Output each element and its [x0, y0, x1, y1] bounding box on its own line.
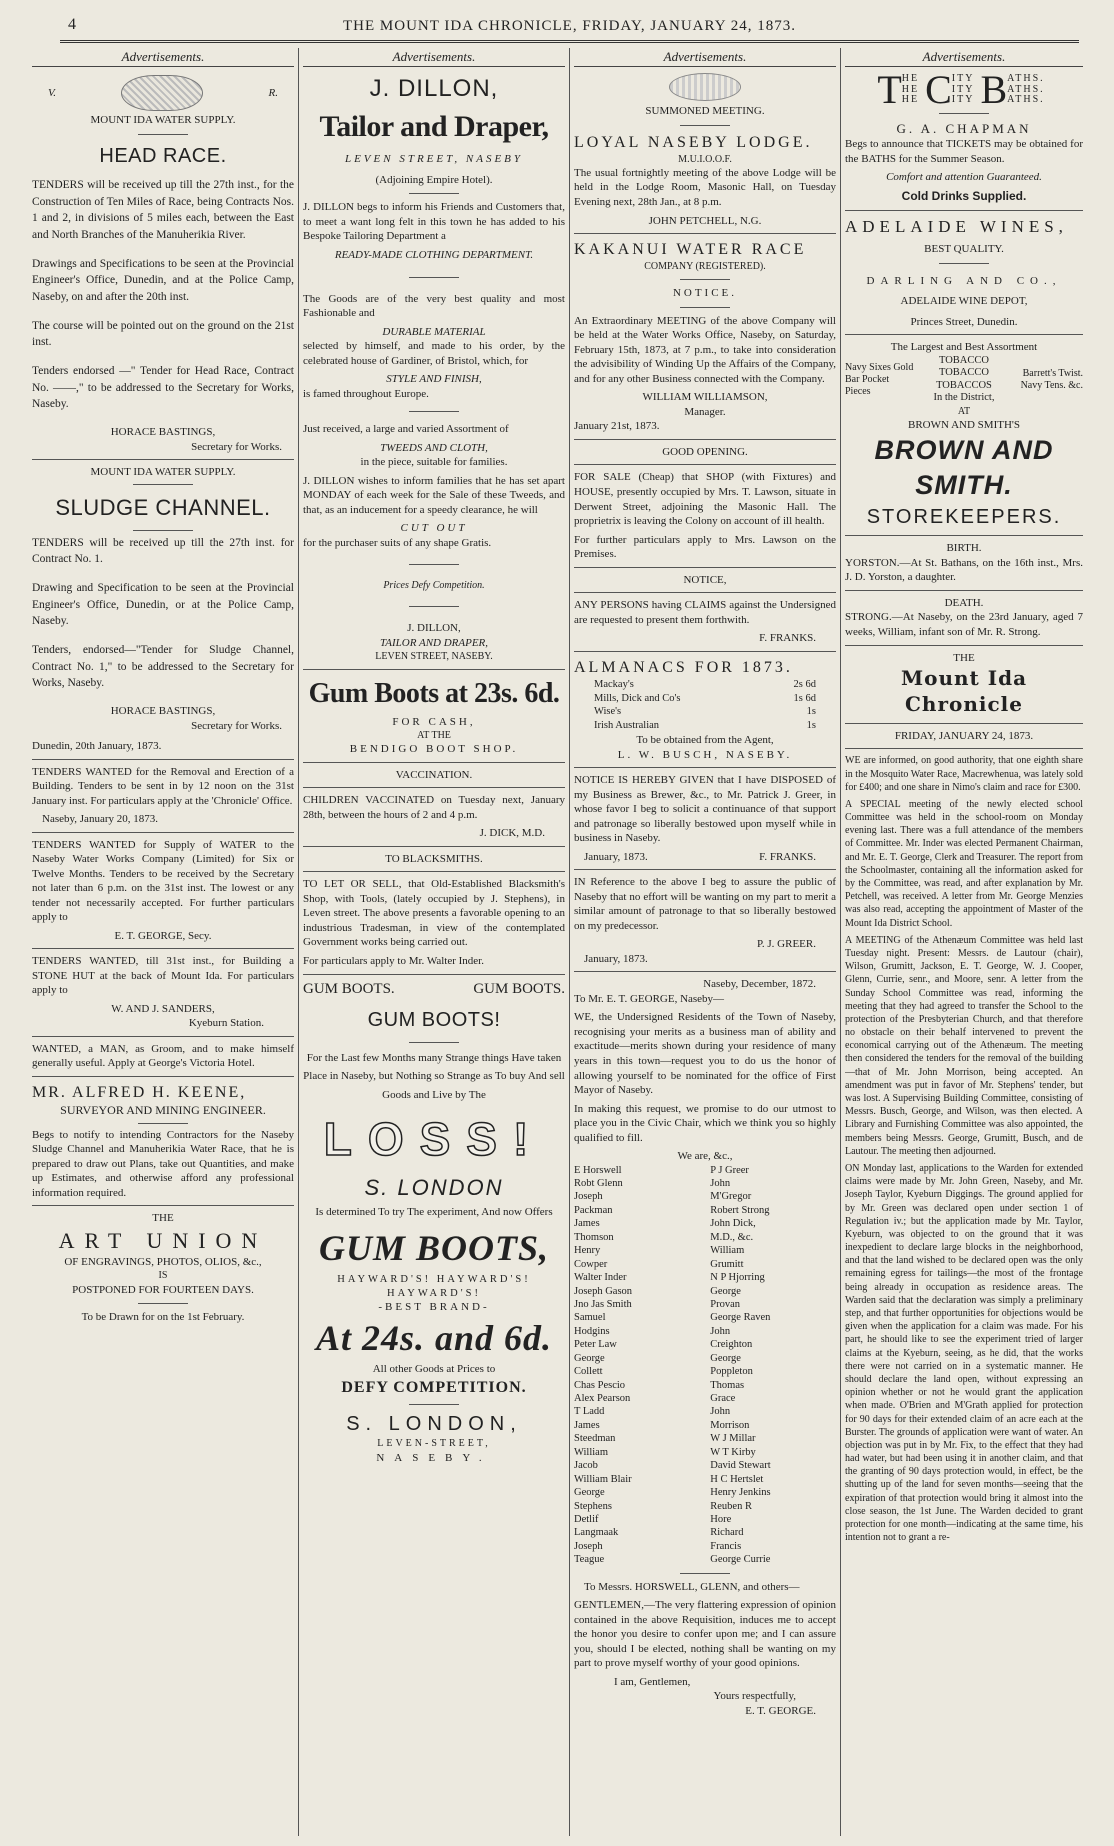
ad-body: FOR SALE (Cheap) that SHOP (with Fixtures) and HOUSE, presently occupied by Mrs. T. Lawson, situate in Derwent Street, adjoining the Masonic Hall. The proprietrix is leaving the Colony on account of ill health. [574, 471, 836, 528]
masthead-the: THE [953, 651, 975, 664]
ad-heading: MOUNT IDA WATER SUPPLY. [90, 114, 236, 127]
signature-title: Manager. [684, 405, 726, 418]
signature: J. DICK, M.D. [479, 827, 545, 840]
divider [133, 530, 193, 531]
signatory-name: George Poppleton [710, 1352, 753, 1378]
almanac-price: 2s 6d [793, 678, 816, 690]
ad-body: TO LET OR SELL, that Old-Established Blacksmith's Shop, with Tools, (lately occupied by J. Stephens), in Leven street. The above presents a favorable opening to an industrious Tradesman, in view of the contemplated Government works being carried out. [303, 878, 565, 949]
ad-text: POSTPONED FOR FOURTEEN DAYS. [72, 1283, 254, 1296]
ad-heading: MOUNT IDA WATER SUPPLY. [90, 466, 236, 479]
handshake-icon [669, 73, 741, 101]
signatory-name: Joseph Packman [574, 1191, 613, 1216]
ad-title: STOREKEEPERS. [866, 506, 1062, 529]
signatory-name: William Jacob [574, 1446, 608, 1472]
ad-title: DEFY COMPETITION. [341, 1378, 527, 1396]
ad-subtitle: M.U.I.O.O.F. [678, 153, 732, 165]
ad-text: To Mr. E. T. GEORGE, Naseby— [574, 992, 725, 1005]
editorial-paragraph: ON Monday last, applications to the Warden for extended claims were made by Mr. John Green, Naseby, and Mr. Joseph Taylor, Kyeburn Diggings. The ground applied for by Mr. Green was declared open under section 1 of Regulation iv.; but the application made by Mr. Taylor, Kyeburn, was objected to on the ground that it was inexpedient to declare large blocks in the neighborhood, and that the land wished to be declared open was the only remaining egress for tailings—the most of the frontage being already in occupation as residence areas. The Warden said that the declaration was simply a preliminary step, and that further opportunities for objections would be given when the application for a claim was made. For his part, he should like to see the experiment tried of larger claims at the Kyeburn, seeing, as he did, that the works there were not carried on in a systematic manner. He should declare the land open, without expressing an opinion whether or not he would grant the application when made. O'Brien and M'Grath applied for protection for 90 days for their extended claim of an acre each at the Burster. The grounds of application were want of water. An objection was put in by Mr. Fix, to the effect that they had had water, but had been using it in another claim, and that the granting of 90 days protection would, in effect, be the shutting up of the land for seven months—seeing that the expiration of that protection would bring it almost into the close season, the 1st June. The Warden decided to grant protection for one month—indicating at the same time, his intention not to grant a re- [845, 1162, 1083, 1544]
almanac-price: 1s [806, 720, 816, 732]
signatory-name: George Stephens [574, 1487, 612, 1512]
almanac-name: Mackay's [594, 678, 634, 690]
column-4 [845, 48, 1083, 1836]
ad-emphasis: DURABLE MATERIAL [382, 325, 486, 338]
divider [845, 210, 1083, 211]
ad-date: Naseby, January 20, 1873. [42, 813, 158, 826]
page-number: 4 [68, 16, 77, 33]
issue-date: FRIDAY, JANUARY 24, 1873. [894, 729, 1034, 742]
tender-sludge-channel [32, 535, 294, 692]
ad-title: S. LONDON, [346, 1413, 522, 1436]
ad-body: Is determined To try The experiment, And now Offers [315, 1205, 553, 1218]
divider [409, 606, 459, 607]
ad-text: HAYWARD'S! HAYWARD'S! HAYWARD'S! [337, 1273, 531, 1299]
divider [574, 439, 836, 440]
ad-body: An Extraordinary MEETING of the above Company will be held at the Water Works Office, Naseby, on Saturday, February 15th, 1873, at 7 p.m., to take into consideration the advisibility of Winding Up the Affairs of the Company, and for any other Business connected with the Company. [574, 314, 836, 385]
column-3 [574, 48, 836, 1836]
signature: W. AND J. SANDERS, [111, 1002, 215, 1015]
ad-body: J. DILLON wishes to inform families that he has set apart MONDAY of each week for the Sale of these Tweeds, and that, as an inducement for a speedy clearance, he will [303, 474, 565, 516]
ad-date: Naseby, December, 1872. [703, 978, 816, 991]
ad-title: Tailor and Draper, [319, 109, 549, 143]
baths-suffix-line: ATHS. [1007, 83, 1045, 95]
signatory-name: John Morrison [710, 1406, 750, 1431]
page-header [60, 14, 1079, 43]
signatory-name: Detlif Langmaak [574, 1513, 619, 1539]
masthead: Mount Ida Chronicle [900, 666, 1028, 717]
ad-body: CHILDREN VACCINATED on Tuesday next, January 28th, between the hours of 2 and 4 p.m. [303, 794, 565, 821]
ad-body: J. DILLON begs to inform his Friends and Customers that, to meet a want long felt in this town he has added to his Bespoke Tailoring Department a [303, 201, 565, 243]
divider [680, 307, 730, 308]
ad-body: IN Reference to the above I beg to assure the public of Naseby that no effort will be wanting on my part to merit a similar amount of patronage to that so liberally bestowed on my predecessor. [574, 876, 836, 932]
divider [845, 645, 1083, 646]
ad-body: WE, the Undersigned Residents of the Town of Naseby, recognising your merits as a business man of ability and exactitude—merits shown during your residence of many years in this town—request you to do us the honor of allowing yourself to be nominated for the office of First Mayor of Naseby. [574, 1011, 836, 1097]
divider [409, 411, 459, 412]
column-rule [298, 48, 299, 1836]
ad-heading: TO BLACKSMITHS. [385, 852, 483, 865]
section-label: Advertisements. [303, 48, 565, 67]
ad-subtitle: BEST QUALITY. [924, 243, 1004, 256]
divider [574, 767, 836, 768]
ad-text: BENDIGO BOOT SHOP. [349, 743, 519, 756]
editorial-paragraph: A SPECIAL meeting of the newly elected school Committee was held in the school-room on Monday evening last. There was a full attendance of the members of Committee. Mr. Inder was elected Permanent Chairman, and Mr. E. T. George, Clerk and Treasurer. The report from the Schoolmaster, containing all the information asked for by the Committee, was read, and after explanation by Mr. Petchell, was received. A letter from Mr. George Menzies was also read, accepting the appointment of Master of the Mount Ida District School. [845, 798, 1083, 929]
column-1 [32, 48, 294, 1836]
signatory-name: P J Greer [710, 1164, 749, 1176]
ad-text: AT [957, 406, 971, 418]
ad-emphasis: READY-MADE CLOTHING DEPARTMENT. [334, 249, 534, 261]
ad-body: For particulars apply to Mr. Walter Inder. [303, 954, 484, 967]
editorial-paragraph: A MEETING of the Athenæum Committee was held last Tuesday night. Present: Messrs. de Lautour (chair), Wilson, Grumitt, Jackson, E. T. George, W. J. Cooper, Glenn, Currie, senr., and Moore, senr. A letter from the Sunday School Committee was read, informing the meeting that they had agreed to transfer the School to the protection of the Presbyterian Church, and that therefore no obstacle on their behalf intervened to prevent the economical carrying out of the Athenæum. The meeting then considered the tenders for the removal of the building—that of Mr. John Morrison, being accepted. An amendment was put in favor of Mr. Stephens' tender, but was lost. A Supervising Building Committee, consisting of Messrs. Busch, George, and Wilson, was then elected. A Library and Furnishing Committee was also appointed, the members being Messrs. George, Grumitt, Busch, and de Lautour. The meeting then adjourned. [845, 934, 1083, 1157]
signatories-right [710, 1164, 836, 1567]
signatory-name: Samuel Hodgins [574, 1312, 610, 1337]
section-label: Advertisements. [845, 48, 1083, 67]
ad-title: SLUDGE CHANNEL. [55, 494, 271, 520]
divider [138, 1303, 188, 1304]
section-heading: DEATH. [944, 596, 984, 609]
ad-date: January, 1873. [584, 850, 648, 863]
column-2 [303, 48, 565, 1836]
divider [574, 592, 836, 593]
crest-left: V. [48, 86, 57, 99]
signature-title: TAILOR AND DRAPER, [379, 636, 489, 649]
baths-suffix-line: ATHS. [1007, 73, 1045, 85]
signature-title: LEVEN STREET, NASEBY. [375, 651, 493, 663]
signatory-name: George Currie [710, 1554, 771, 1566]
ad-heading: NOTICE, [683, 573, 727, 586]
divider [574, 971, 836, 972]
ad-subtitle: SURVEYOR AND MINING ENGINEER. [60, 1103, 266, 1118]
signature: HORACE BASTINGS, [110, 426, 216, 439]
divider [303, 669, 565, 670]
divider [409, 277, 459, 278]
signatory-name: William Blair [574, 1473, 632, 1485]
ad-emphasis: STYLE AND FINISH, [386, 373, 482, 386]
ad-title: HEAD RACE. [99, 144, 227, 167]
divider [32, 459, 294, 460]
ad-body: For further particulars apply to Mrs. Lawson on the Premises. [574, 533, 836, 561]
ad-text: IS [158, 1270, 168, 1282]
signatory-name: Richard Francis [710, 1527, 744, 1552]
ad-title: S. LONDON [364, 1175, 504, 1201]
ad-text: NASEBY. [376, 1451, 492, 1464]
signature: F. FRANKS. [759, 632, 816, 645]
ad-title: GUM BOOTS! [367, 1009, 501, 1032]
ad-text: (Adjoining Empire Hotel). [375, 173, 493, 186]
column-rule [840, 48, 841, 1836]
divider [32, 832, 294, 833]
ad-date: Dunedin, 20th January, 1873. [32, 740, 162, 753]
signature: J. DILLON, [407, 622, 461, 635]
almanac-name: Wise's [594, 706, 622, 718]
ad-body: Drawings and Specifications to be seen at the Provincial Engineer's Office, Dunedin, and at the Police Camp, Naseby, on and after the 20th inst. [32, 257, 294, 304]
divider [574, 233, 836, 234]
baths-suffix-line: ITY [951, 94, 975, 106]
signatory-name: William Grumitt [710, 1245, 745, 1270]
divider [303, 762, 565, 763]
almanac-row [574, 705, 836, 719]
ad-text: AT THE [417, 730, 451, 742]
signatory-name: Robt Glenn [574, 1178, 623, 1190]
almanac-row [574, 692, 836, 706]
divider [680, 279, 730, 280]
ad-title: LOYAL NASEBY LODGE. [574, 133, 813, 151]
baths-suffix-line: HE [901, 94, 920, 106]
ad-body: GENTLEMEN,—The very flattering expression of opinion contained in the above Requisition, induces me to accept the honor you desire to confer upon me; and I can assure you, should I be elected, nothing shall be wanting on my part to prove myself worthy of your good opinions. [574, 1599, 836, 1670]
ad-body: TENDERS will be received up till the 27th inst., for the Construction of Ten Miles of Race, being Contracts Nos. 1 and 2, in divisions of 5 miles each, between the East and North Branches of the Manuherikia River. [32, 179, 294, 242]
ad-body: In making this request, we promise to do our utmost to place you in the Civic Chair, which we think you so highly qualified to fill. [574, 1102, 836, 1144]
editorial-paragraph: WE are informed, on good authority, that one eighth share in the Mosquito Water Race, Macrewhenua, was lately sold for £400; and one share in Nimo's claim and race for £300. [845, 755, 1083, 793]
signatory-name: W J Millar [710, 1433, 756, 1445]
signatory-name: John M'Gregor [710, 1178, 752, 1203]
requisition-signatories [574, 1164, 836, 1567]
sig-row [574, 850, 836, 865]
almanac-row [574, 719, 836, 733]
ad-title: GUM BOOTS. [473, 980, 565, 997]
signature-title: Secretary for Works. [191, 440, 282, 453]
ad-body: The course will be pointed out on the ground on the 21st inst. [32, 319, 294, 349]
ad-heading: SUMMONED MEETING. [645, 105, 765, 118]
signatory-name: Reuben R Hore [710, 1500, 752, 1525]
ad-heading: VACCINATION. [395, 768, 473, 781]
signatory-name: Robert Strong [710, 1204, 770, 1216]
ad-body: NOTICE IS HEREBY GIVEN that I have DISPOSED of my Business as Brewer, &c., to Mr. Patrick J. Greer, in whose favor I beg to solicit a continuance of that support and patronage so liberally bestowed upon myself while in business in Naseby. [574, 774, 836, 845]
ad-body: TENDERS WANTED, till 31st inst., for Building a STONE HUT at the back of Mount Ida. For particulars apply to [32, 955, 294, 997]
ad-body: for the purchaser suits of any shape Gratis. [303, 536, 492, 549]
almanac-name: Mills, Dick and Co's [594, 692, 681, 704]
signatory-name: Alex Pearson [574, 1393, 631, 1405]
baths-suffix-line: HE [901, 73, 920, 85]
divider [303, 974, 565, 975]
ad-text: The Largest and Best Assortment [890, 341, 1038, 354]
signatory-name: T Ladd [574, 1406, 605, 1418]
ad-subtitle: ADELAIDE WINE DEPOT, [900, 295, 1028, 308]
signature-title: Kyeburn Station. [188, 1017, 264, 1030]
ad-body: in the piece, suitable for families. [360, 456, 508, 469]
divider [680, 125, 730, 126]
divider [303, 846, 565, 847]
ad-text: Comfort and attention Guaranteed. [886, 171, 1042, 184]
ad-body: selected by himself, and made to his order, by the celebrated house of Gardiner, of Bristol, which, for [303, 340, 565, 367]
ad-text: Prices Defy Competition. [383, 580, 485, 592]
ad-title: At 24s. and 6d. [315, 1317, 553, 1358]
divider [138, 134, 188, 135]
signatory-name: W T Kirby [710, 1446, 756, 1458]
signature: E. T. GEORGE, Secy. [114, 929, 212, 942]
ad-title: KAKANUI WATER RACE [574, 241, 807, 259]
signatory-name: Joseph Gason [574, 1285, 633, 1297]
ad-heading: THE [152, 1212, 174, 1225]
ad-body: TENDERS will be received up till the 27th inst. for Contract No. 1. [32, 536, 294, 566]
divider [680, 1573, 730, 1574]
signature: F. FRANKS. [759, 850, 816, 863]
divider [303, 871, 565, 872]
almanac-price: 1s 6d [793, 692, 816, 704]
ad-text: We are, &c., [677, 1150, 733, 1163]
ad-text: BROWN AND SMITH'S [908, 419, 1020, 432]
column-rule [569, 48, 570, 1836]
ad-text: To be obtained from the Agent, [636, 734, 774, 747]
ad-title: G. A. CHAPMAN [896, 121, 1032, 137]
baths-initial: C [925, 67, 952, 113]
section-label: Advertisements. [574, 48, 836, 67]
ad-text: All other Goods at Prices to [372, 1363, 496, 1376]
ad-title: Gum Boots at 23s. 6d. [308, 677, 560, 709]
signatory-name: Thomas Grace [710, 1379, 745, 1405]
tender-head-race [32, 177, 294, 413]
signatory-name: N P Hjorring [710, 1272, 765, 1284]
divider [32, 1076, 294, 1077]
signature: JOHN PETCHELL, N.G. [648, 214, 762, 227]
signature: P. J. GREER. [757, 938, 816, 951]
divider [845, 590, 1083, 591]
ad-body: The Goods are of the very best quality and most Fashionable and [303, 292, 565, 320]
divider [845, 748, 1083, 749]
ad-text: FOR CASH, [392, 715, 476, 728]
ad-body: TENDERS WANTED for the Removal and Erection of a Building. Tenders to be sent in by 12 noon on the 31st January inst. For particulars apply at the 'Chronicle' Office. [32, 765, 294, 807]
ad-text: In the District, [933, 392, 995, 404]
gum-boots-row [303, 980, 565, 1000]
ad-title: DARLING AND CO., [866, 274, 1062, 287]
baths-suffix [952, 74, 975, 106]
ad-subtitle: LEVEN STREET, NASEBY [344, 153, 524, 166]
ad-title: MR. ALFRED H. KEENE, [32, 1083, 247, 1101]
ad-title: ADELAIDE WINES, [845, 216, 1068, 236]
section-heading: BIRTH. [946, 542, 982, 555]
ad-title: Cold Drinks Supplied. [901, 188, 1027, 203]
baths-suffix [1007, 74, 1045, 106]
signatory-name: Chas Pescio [574, 1379, 626, 1391]
ad-subtitle: OF ENGRAVINGS, PHOTOS, OLIOS, &c., [64, 1255, 262, 1268]
signature: E. T. GEORGE. [745, 1704, 816, 1717]
ad-date: January 21st, 1873. [574, 420, 660, 433]
ad-text: I am, Gentlemen, [614, 1675, 691, 1688]
divider [409, 564, 459, 565]
ad-title: GUM BOOTS. [303, 980, 395, 997]
divider [939, 113, 989, 114]
ad-body: WANTED, a MAN, as Groom, and to make himself generally useful. Apply at George's Victoria Hotel. [32, 1042, 294, 1070]
ad-text: Princes Street, Dunedin. [910, 315, 1018, 328]
almanac-row [574, 678, 836, 692]
signatory-name: George Provan [710, 1285, 741, 1310]
divider [574, 567, 836, 568]
signature-title: Secretary for Works. [191, 719, 282, 732]
notice-body: STRONG.—At Naseby, on the 23rd January, aged 7 weeks, William, infant son of Mr. R. Strong. [845, 611, 1083, 638]
signatory-name: James Steedman [574, 1419, 616, 1445]
signatory-name: Joseph Teague [574, 1540, 605, 1566]
ad-subtitle: COMPANY (REGISTERED). [644, 261, 766, 273]
coat-of-arms-icon [121, 75, 203, 111]
baths-suffix-line: ITY [951, 73, 975, 85]
ad-text: LEVEN-STREET, [377, 1438, 491, 1450]
divider [845, 334, 1083, 335]
ad-body: is famed throughout Europe. [303, 387, 429, 400]
signatories-left [574, 1164, 700, 1567]
city-baths-title [845, 67, 1083, 113]
ad-text: Navy Sixes Gold Bar Pocket Pieces [845, 361, 914, 397]
ad-body: Begs to announce that TICKETS may be obtained for the BATHS for the Summer Season. [845, 138, 1083, 165]
signature: WILLIAM WILLIAMSON, [642, 391, 768, 404]
divider [32, 759, 294, 760]
divider [32, 948, 294, 949]
almanac-price: 1s [806, 706, 816, 718]
ad-body: Drawing and Specification to be seen at the Provincial Engineer's Office, Dunedin, or at the Police Camp, Naseby. [32, 582, 294, 628]
ad-text: L. W. BUSCH, NASEBY. [617, 748, 793, 761]
ad-heading: GOOD OPENING. [662, 445, 748, 458]
signatory-name: Henry Jenkins [710, 1487, 771, 1499]
ad-text: Barrett's Twist. Navy Tens. &c. [1020, 367, 1083, 391]
divider [303, 787, 565, 788]
ad-heading: NOTICE. [672, 287, 738, 300]
section-label: Advertisements. [32, 48, 294, 67]
ad-emphasis: TWEEDS AND CLOTH, [380, 441, 488, 454]
signatory-name: Henry Cowper [574, 1245, 608, 1270]
divider [409, 1404, 459, 1405]
ad-title: BROWN AND SMITH. [874, 434, 1054, 501]
signatory-name: Peter Law [574, 1339, 617, 1351]
ad-body: ANY PERSONS having CLAIMS against the Undersigned are requested to present them forthwith. [574, 599, 836, 626]
divider [939, 263, 989, 264]
divider [138, 1123, 188, 1124]
almanac-name: Irish Australian [594, 720, 660, 732]
ad-emphasis: CUT OUT [400, 522, 468, 535]
baths-suffix-line: ATHS. [1007, 94, 1045, 106]
royal-crest [32, 73, 294, 113]
ad-title: ART UNION [58, 1227, 268, 1253]
divider [32, 1036, 294, 1037]
tobacco-center [919, 355, 1009, 405]
ad-body: TENDERS WANTED for Supply of WATER to the Naseby Water Works Company (Limited) for Six or Twelve Months. Tenders to be received by the Secretary not later than 6 p.m. on the 31st inst. The lowest or any tender not necessarily accepted. For further particulars apply to [32, 838, 294, 924]
newspaper-title: THE MOUNT IDA CHRONICLE, FRIDAY, JANUARY 24, 1873. [343, 18, 796, 34]
ad-date: January, 1873. [584, 952, 648, 965]
signatory-name: Walter Inder [574, 1272, 627, 1284]
baths-suffix-line: ITY [951, 83, 975, 95]
ad-body: For the Last few Months many Strange things Have taken Place in Naseby, but Nothing so Strange as To buy And sell Goods and Live by The [303, 1051, 565, 1102]
ad-emphasis: TOBACCO TOBACCO TOBACCOS [936, 354, 992, 391]
divider [845, 723, 1083, 724]
ad-title: ALMANACS FOR 1873. [574, 658, 793, 676]
baths-initial: T [877, 67, 902, 113]
signatory-name: George Raven [710, 1312, 771, 1324]
ad-body: Tenders, endorsed—"Tender for Sludge Channel, Contract No. 1," to be addressed to the Secretary for Works, Naseby. [32, 644, 294, 690]
ad-body: Just received, a large and varied Assortment of [303, 423, 509, 436]
divider [133, 484, 193, 485]
signatory-name: H C Hertslet [710, 1473, 764, 1485]
divider [845, 535, 1083, 536]
signature: HORACE BASTINGS, [110, 705, 216, 718]
signatory-name: David Stewart [710, 1460, 771, 1472]
divider [574, 869, 836, 870]
divider [32, 1205, 294, 1206]
ad-body: Begs to notify to intending Contractors for the Naseby Sludge Channel and Manuherikia Water Race, that he is prepared to draw out Plans, take out Quantities, and make up Estimates, and otherwise afford any professional information required. [32, 1128, 294, 1199]
baths-initial: B [980, 67, 1008, 113]
ad-title: LOSS! [323, 1112, 545, 1165]
ad-body: The usual fortnightly meeting of the above Lodge will be held in the Lodge Room, Masonic Hall, on Tuesday Evening next, 28th Jan., at 8 p.m. [574, 166, 836, 208]
crest-right: R. [268, 86, 278, 99]
signatory-name: E Horswell [574, 1164, 622, 1176]
ad-title: J. DILLON, [369, 75, 499, 103]
divider [574, 464, 836, 465]
almanac-price-list [574, 678, 836, 733]
ad-text: To Messrs. HORSWELL, GLENN, and others— [584, 1580, 800, 1593]
ad-body: Tenders endorsed —" Tender for Head Race, Contract No. ——," to be addressed to the Secretary for Works, Naseby. [32, 365, 294, 411]
divider [409, 1042, 459, 1043]
ad-title: GUM BOOTS, [318, 1228, 550, 1269]
signatory-name: Jno Jas Smith [574, 1298, 632, 1310]
signatory-name: James Thomson [574, 1218, 614, 1243]
signatory-name: John Dick, M.D., &c. [710, 1218, 756, 1243]
baths-suffix [902, 74, 919, 106]
baths-suffix-line: HE [901, 83, 920, 95]
tobacco-block [845, 355, 1083, 405]
signatory-name: John Creighton [710, 1325, 753, 1351]
divider [574, 651, 836, 652]
divider [409, 193, 459, 194]
ad-text: To be Drawn for on the 1st February. [81, 1311, 245, 1324]
signatory-name: George Collett [574, 1352, 605, 1378]
ad-text: Yours respectfully, [713, 1690, 796, 1703]
notice-body: YORSTON.—At St. Bathans, on the 16th inst., Mrs. J. D. Yorston, a daughter. [845, 556, 1083, 584]
ad-text: -BEST BRAND- [378, 1301, 490, 1314]
